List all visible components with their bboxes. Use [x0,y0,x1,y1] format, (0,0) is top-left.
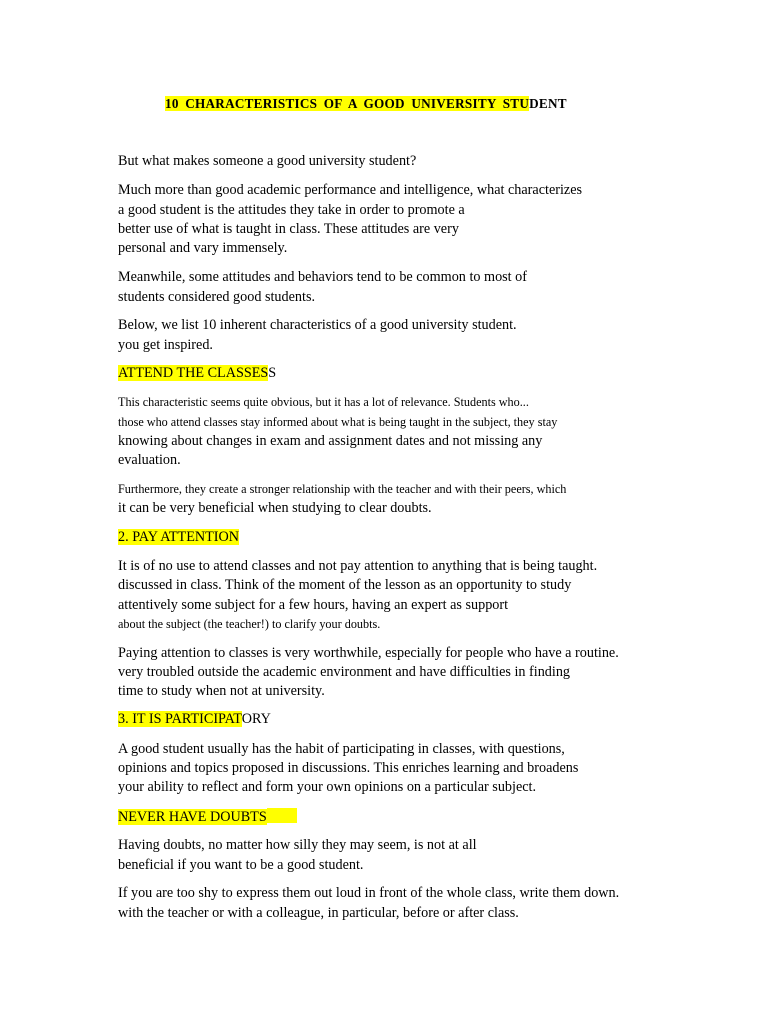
title-rest: DENT [529,96,567,111]
section2-line: about the subject (the teacher!) to clarify your doubts. [118,617,381,631]
section4-line: If you are too shy to express them out loud in front of the whole class, write them down. [118,885,620,901]
section2-line: discussed in class. Think of the moment of the lesson as an opportunity to study [118,577,572,593]
highlight-padding [267,808,297,823]
section2-line: time to study when not at university. [118,683,325,699]
section1-line: evaluation. [118,452,181,468]
section3-line: A good student usually has the habit of participating in classes, with questions, [118,741,565,757]
section4-line: Having doubts, no matter how silly they may seem, is not at all [118,837,477,853]
section1-line: those who attend classes stay informed about what is being taught in the subject, they stay [118,415,558,429]
section-heading-participatory [118,711,271,728]
intro-line: Below, we list 10 inherent characteristics of a good university student. [118,317,517,333]
heading-highlighted: ATTEND THE CLASSES [118,365,269,381]
section2-line: Paying attention to classes is very worthwhile, especially for people who have a routine. [118,645,619,661]
section2-line: attentively some subject for a few hours, having an expert as support [118,597,509,613]
intro-line: Meanwhile, some attitudes and behaviors tend to be common to most of [118,269,527,285]
section-heading-pay-attention [118,529,239,546]
section2-line: very troubled outside the academic environment and have difficulties in finding [118,664,571,680]
section-heading-never-have-doubts [118,808,297,826]
intro-line: But what makes someone a good university student? [118,153,417,169]
section3-line: your ability to reflect and form your own opinions on a particular subject. [118,779,537,795]
section4-line: beneficial if you want to be a good student. [118,857,364,873]
heading-highlighted: 3. IT IS PARTICIPAT [118,711,242,727]
intro-line: personal and vary immensely. [118,240,288,256]
intro-line: students considered good students. [118,289,316,305]
section3-line: opinions and topics proposed in discussions. This enriches learning and broadens [118,760,579,776]
intro-line: a good student is the attitudes they take in order to promote a [118,202,465,218]
section1-line: knowing about changes in exam and assignment dates and not missing any [118,433,543,449]
intro-line: Much more than good academic performance and intelligence, what characterizes [118,182,583,198]
intro-line: you get inspired. [118,337,213,353]
section1-line: it can be very beneficial when studying to clear doubts. [118,500,432,516]
document-title [165,95,567,112]
heading-highlighted: NEVER HAVE DOUBTS [118,809,267,825]
heading-rest: ORY [241,711,271,727]
section4-line: with the teacher or with a colleague, in particular, before or after class. [118,905,519,921]
intro-line: better use of what is taught in class. These attitudes are very [118,221,459,237]
title-highlighted: 10 CHARACTERISTICS OF A GOOD UNIVERSITY STU [165,96,530,111]
section1-line: This characteristic seems quite obvious, but it has a lot of relevance. Students who... [118,395,529,409]
section1-line: Furthermore, they create a stronger relationship with the teacher and with their peers, which [118,482,567,496]
section-heading-attend [118,365,276,382]
section2-line: It is of no use to attend classes and not pay attention to anything that is being taught. [118,558,598,574]
heading-rest: S [268,365,277,381]
heading-highlighted: 2. PAY ATTENTION [118,529,239,545]
